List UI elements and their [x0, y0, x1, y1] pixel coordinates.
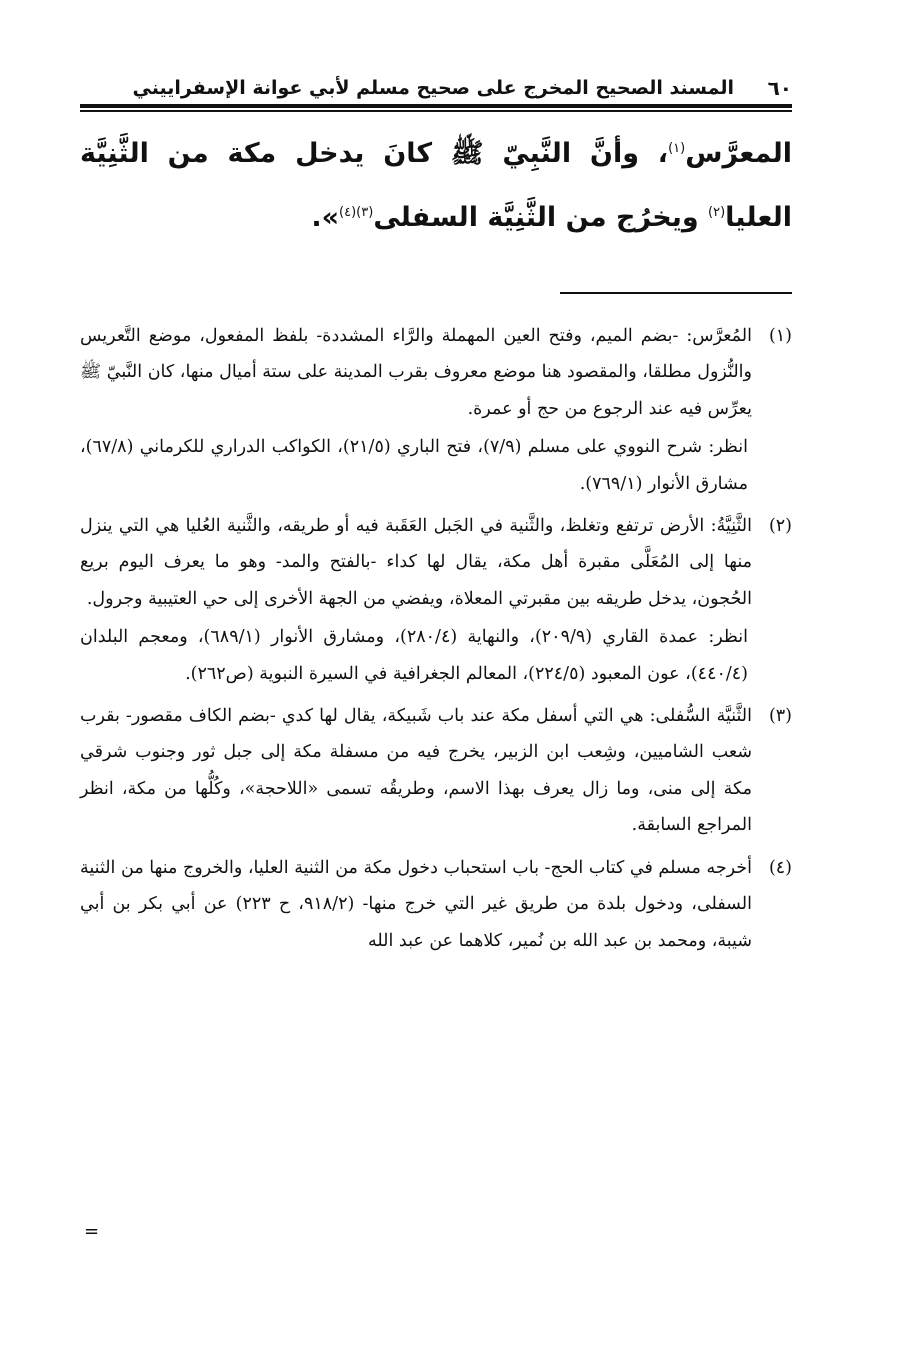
main-text-part-1: المعرَّس	[685, 138, 792, 169]
footnote-ref-1: (١)	[668, 141, 686, 156]
footnote-number: (٤)	[768, 857, 792, 878]
footnote-1	[80, 318, 792, 502]
header-rule-thin	[80, 110, 792, 112]
footnote-number: (٣)	[768, 706, 792, 727]
header-rule-thick	[80, 104, 792, 108]
footnote-text: المُعرَّس: -بضم الميم، وفتح العين المهملة والرَّاء المشددة- بلفظ المفعول، موضع التَّعريس والنُّزول مطلقا، والمقصود هنا موضع معروف بقرب المدينة على ستة أميال منها، كان النَّبيّ ﷺ يعرِّس فيه عند الرجوع من حج أو عمرة.	[80, 326, 752, 419]
continuation-mark: =	[84, 1221, 100, 1242]
footnote-text: أخرجه مسلم في كتاب الحج- باب استحباب دخول مكة من الثنية العليا، والخروج منها من الثنية السفلى، ودخول بلدة من طريق غير التي خرج منها- (٩١٨/٢، ح ٢٢٣) عن أبي بكر بن أبي شيبة، ومحمد بن عبد الله بن نُمير، كلاهما عن عبد الله	[80, 857, 752, 951]
main-text-part-3: ويخرُج من الثَّنِيَّة السفلى	[373, 202, 709, 233]
footnote-ref-3-4: (٣)(٤)	[339, 205, 374, 220]
main-text	[80, 122, 792, 250]
header-title: المسند الصحيح المخرج على صحيح مسلم لأبي عوانة الإسفراييني	[132, 77, 734, 99]
footnote-separator	[560, 292, 792, 294]
footnote-3	[80, 698, 792, 844]
footnote-references: انظر: عمدة القاري (٢٠٩/٩)، والنهاية (٢٨٠/٤)، ومشارق الأنوار (٦٨٩/١)، ومعجم البلدان (٤٤٠/٤)، عون المعبود (٢٢٤/٥)، المعالم الجغرافية في السيرة النبوية (ص٢٦٢).	[80, 627, 748, 684]
footnote-ref-2: (٢)	[708, 205, 726, 220]
footnote-4	[80, 850, 792, 959]
footnotes	[80, 318, 792, 965]
footnote-references: انظر: شرح النووي على مسلم (٧/٩)، فتح الباري (٢١/٥)، الكواكب الدراري للكرماني (٦٧/٨)، مشارق الأنوار (٧٦٩/١).	[80, 437, 749, 494]
footnote-2	[80, 508, 792, 692]
footnote-text: الثَّنيَّة السُّفلى: هي التي أسفل مكة عند باب شَبيكة، يقال لها كدي -بضم الكاف مقصور- بقرب شعب الشاميين، وشِعب ابن الزبير، يخرج فيه من مسفلة مكة إلى جبل ثور وجنوب شرقي مكة إلى منى، وما زال يعرف بهذا الاسم، وطريقُه تسمى «اللاحجة»، وكُلُّها من مكة، انظر المراجع السابقة.	[80, 706, 752, 836]
main-text-part-4: ».	[311, 202, 340, 233]
main-text-part-2: ، وأنَّ النَّبِيّ ﷺ كانَ يدخل مكة من الثَّنِيَّة العليا	[80, 138, 792, 233]
footnote-text: الثَّنِيَّةُ: الأرض ترتفع وتغلظ، والثَّنية في الجَبل العَقَبة فيه أو طريقه، والثَّنية العُليا هي التي ينزل منها إلى المُعَلَّى مقبرة أهل مكة، يقال لها كداء -بالفتح والمد- وهو ما يعرف اليوم بريع الحُجون، يدخل طريقه بين مقبرتي المعلاة، ويفضي من الجهة الأخرى إلى حي العتيبية وجرول.	[80, 516, 752, 609]
page-number: ٦٠	[767, 76, 792, 100]
footnote-number: (٢)	[768, 516, 792, 537]
running-header	[80, 74, 792, 102]
footnote-number: (١)	[768, 326, 792, 346]
